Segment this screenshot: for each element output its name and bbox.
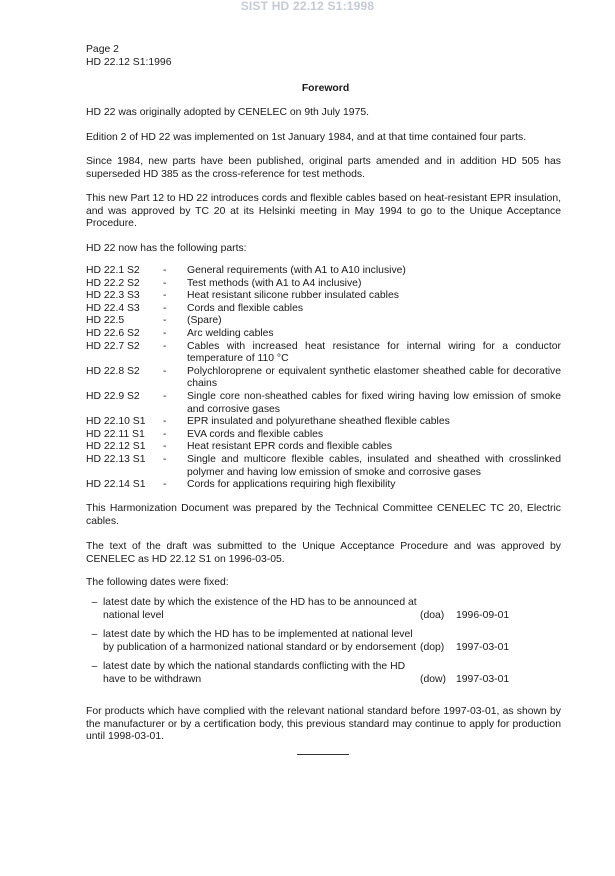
- list-item: [86, 315, 561, 328]
- part-description: EPR insulated and polyurethane sheathed flexible cables: [187, 416, 450, 428]
- date-value: 1997-03-01: [456, 673, 510, 685]
- part-code: HD 22.14 S1: [86, 479, 146, 491]
- part-description: Single core non-sheathed cables for fixed wiring having low emission of smoke and corrosive gases: [187, 390, 561, 415]
- part-description: (Spare): [187, 315, 222, 327]
- part-code: HD 22.10 S1: [86, 416, 146, 428]
- part-dash: -: [163, 340, 167, 352]
- part-description: Single and multicore flexible cables, insulated and sheathed with crosslinked polymer and having low emission of smoke and corrosive gases: [187, 453, 561, 478]
- part-dash: -: [163, 390, 167, 402]
- part-description: Cords and flexible cables: [187, 302, 304, 314]
- list-item: [86, 366, 561, 391]
- date-value: 1996-09-01: [456, 609, 510, 621]
- part-description: General requirements (with A1 to A10 inclusive): [187, 265, 406, 276]
- part-dash: -: [163, 315, 167, 327]
- part-dash: -: [163, 277, 167, 289]
- part-dash: -: [163, 428, 167, 440]
- list-item: [86, 278, 561, 291]
- part-code: HD 22.4 S3: [86, 302, 140, 314]
- list-item: [86, 341, 561, 366]
- page-number: Page 2: [86, 44, 119, 55]
- part-description: Polychloroprene or equivalent synthetic elastomer sheathed cable for decorative chains: [187, 365, 561, 390]
- date-row-doa: [86, 597, 561, 622]
- part-code: HD 22.7 S2: [86, 340, 140, 352]
- document-id: HD 22.12 S1:1996: [86, 56, 172, 68]
- list-item: [86, 479, 561, 492]
- date-description: latest date by which the HD has to be implemented at national level by publication of a harmonized national standard or by endorsement: [103, 629, 417, 653]
- part-code: HD 22.1 S2: [86, 265, 140, 276]
- watermark: SIST HD 22.12 S1:1998: [240, 0, 375, 13]
- list-item: [86, 290, 561, 303]
- part-code: HD 22.13 S1: [86, 453, 146, 465]
- list-item: [86, 265, 561, 278]
- paragraph-dates-heading: The following dates were fixed:: [86, 577, 229, 588]
- end-rule: [297, 754, 349, 755]
- list-item: [86, 454, 561, 479]
- part-description: Cords for applications requiring high flexibility: [187, 479, 396, 491]
- paragraph-prepared-by: This Harmonization Document was prepared by the Technical Committee CENELEC TC 20, Electric cables.: [86, 503, 561, 527]
- page-title: Foreword: [301, 83, 350, 94]
- paragraph-new-parts: Since 1984, new parts have been published, original parts amended and in addition HD 505 has superseded HD 385 as the cross-reference for test methods.: [86, 156, 561, 180]
- list-item: [86, 328, 561, 341]
- part-dash: -: [163, 441, 167, 453]
- date-description: latest date by which the national standards conflicting with the HD have to be withdrawn: [103, 661, 406, 685]
- list-item: [86, 416, 561, 429]
- part-dash: -: [163, 416, 167, 428]
- part-dash: -: [163, 265, 167, 276]
- part-description: Test methods (with A1 to A4 inclusive): [187, 277, 362, 289]
- part-code: HD 22.5: [86, 315, 125, 327]
- parts-list: [86, 265, 561, 492]
- part-dash: -: [163, 365, 167, 377]
- date-value: 1997-03-01: [456, 641, 510, 653]
- dates-list: [86, 597, 561, 694]
- part-code: HD 22.2 S2: [86, 277, 140, 289]
- date-dash: –: [91, 597, 98, 608]
- paragraph-transition: For products which have complied with the relevant national standard before 1997-03-01, as shown by the manufacturer or by a certification body, this previous standard may continue to apply for production until 1998-03-01.: [86, 706, 561, 743]
- part-code: HD 22.11 S1: [86, 428, 145, 440]
- paragraph-parts-heading: HD 22 now has the following parts:: [86, 243, 247, 254]
- date-dash: –: [91, 629, 98, 641]
- part-code: HD 22.12 S1: [86, 441, 146, 453]
- date-abbreviation: (dow): [420, 673, 446, 685]
- part-dash: -: [163, 290, 167, 302]
- list-item: [86, 429, 561, 442]
- list-item: [86, 303, 561, 316]
- part-dash: -: [163, 479, 167, 491]
- list-item: [86, 391, 561, 416]
- part-description: Heat resistant silicone rubber insulated cables: [187, 290, 399, 302]
- part-code: HD 22.9 S2: [86, 390, 140, 402]
- part-code: HD 22.3 S3: [86, 290, 140, 302]
- date-abbreviation: (dop): [420, 641, 445, 653]
- list-item: [86, 441, 561, 454]
- date-row-dow: [86, 661, 561, 686]
- date-description: latest date by which the existence of the HD has to be announced at national level: [103, 597, 417, 621]
- part-description: Heat resistant EPR cords and flexible cables: [187, 441, 393, 453]
- part-description: Cables with increased heat resistance for internal wiring for a conductor temperature of 110 °C: [187, 340, 561, 365]
- part-dash: -: [163, 453, 167, 465]
- part-dash: -: [163, 327, 167, 339]
- part-code: HD 22.6 S2: [86, 327, 140, 339]
- paragraph-approval: The text of the draft was submitted to the Unique Acceptance Procedure and was approved by CENELEC as HD 22.12 S1 on 1996-03-05.: [86, 541, 561, 565]
- part-description: EVA cords and flexible cables: [187, 428, 324, 440]
- part-description: Arc welding cables: [187, 327, 274, 339]
- page-header: [86, 44, 172, 69]
- paragraph-part-12-intro: This new Part 12 to HD 22 introduces cords and flexible cables based on heat-resistant EPR insulation, and was approved by TC 20 at its Helsinki meeting in May 1994 to go to the Unique Acceptance Procedure.: [86, 193, 561, 230]
- date-dash: –: [91, 661, 98, 673]
- date-row-dop: [86, 629, 561, 654]
- part-dash: -: [163, 302, 167, 314]
- paragraph-original-adoption: HD 22 was originally adopted by CENELEC on 9th July 1975.: [86, 107, 370, 118]
- paragraph-edition-2: Edition 2 of HD 22 was implemented on 1st January 1984, and at that time contained four parts.: [86, 132, 527, 143]
- part-code: HD 22.8 S2: [86, 365, 140, 377]
- date-abbreviation: (doa): [420, 609, 445, 621]
